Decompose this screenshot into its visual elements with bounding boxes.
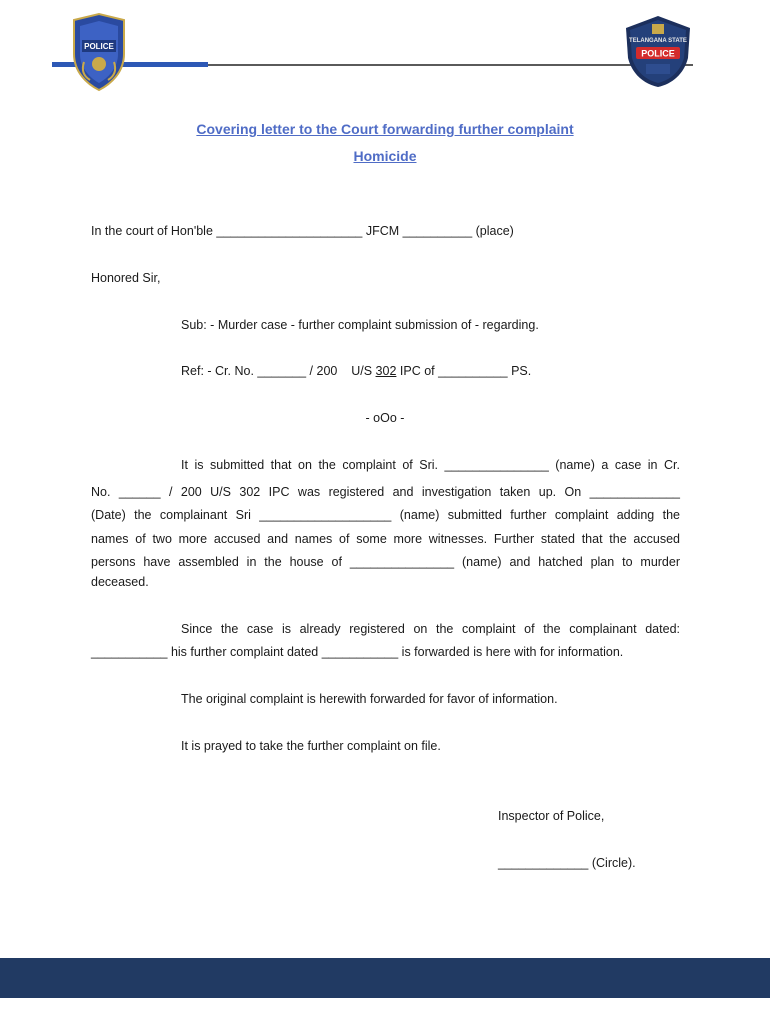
subject-line: Sub: - Murder case - further complaint submission of - regarding.	[181, 318, 539, 332]
salutation: Honored Sir,	[91, 271, 161, 285]
left-logo-text: POLICE	[84, 42, 114, 51]
document-subtitle: Homicide	[353, 148, 417, 164]
para1-line: It is submitted that on the complaint of Sri. _______________ (name) a case in Cr.	[181, 458, 680, 472]
right-logo-text: POLICE	[641, 48, 675, 59]
separator: - oOo -	[365, 411, 405, 425]
telangana-police-logo-icon	[622, 14, 694, 88]
para1-line: deceased.	[91, 575, 149, 589]
footer-band	[0, 958, 770, 998]
header-rule	[208, 64, 693, 66]
court-line: In the court of Hon'ble _____________________ JFCM __________ (place)	[91, 224, 514, 238]
signature-circle: _____________ (Circle).	[498, 856, 636, 870]
para1-line: names of two more accused and names of some more witnesses. Further stated that the accused	[91, 532, 680, 546]
para4: It is prayed to take the further complaint on file.	[181, 739, 441, 753]
ref-prefix: Ref: - Cr. No. _______ / 200 U/S	[181, 364, 376, 378]
para2-line: Since the case is already registered on the complaint of the complainant dated:	[181, 622, 680, 636]
reference-line	[181, 364, 531, 378]
para3: The original complaint is herewith forwarded for favor of information.	[181, 692, 558, 706]
ref-suffix: IPC of __________ PS.	[396, 364, 532, 378]
document-title: Covering letter to the Court forwarding further complaint	[196, 121, 574, 137]
signature-title: Inspector of Police,	[498, 809, 605, 823]
ref-section: 302	[375, 364, 397, 378]
para2-line: ___________ his further complaint dated ___________ is forwarded is here with for information.	[91, 645, 624, 659]
para1-line: No. ______ / 200 U/S 302 IPC was registered and investigation taken up. On _____________	[91, 485, 680, 499]
para1-line: (Date) the complainant Sri ___________________ (name) submitted further complaint adding the	[91, 508, 680, 522]
police-shield-logo-icon	[66, 12, 132, 92]
right-logo-top-text: TELANGANA STATE	[629, 38, 687, 44]
para1-line: persons have assembled in the house of _______________ (name) and hatched plan to murder	[91, 555, 680, 569]
